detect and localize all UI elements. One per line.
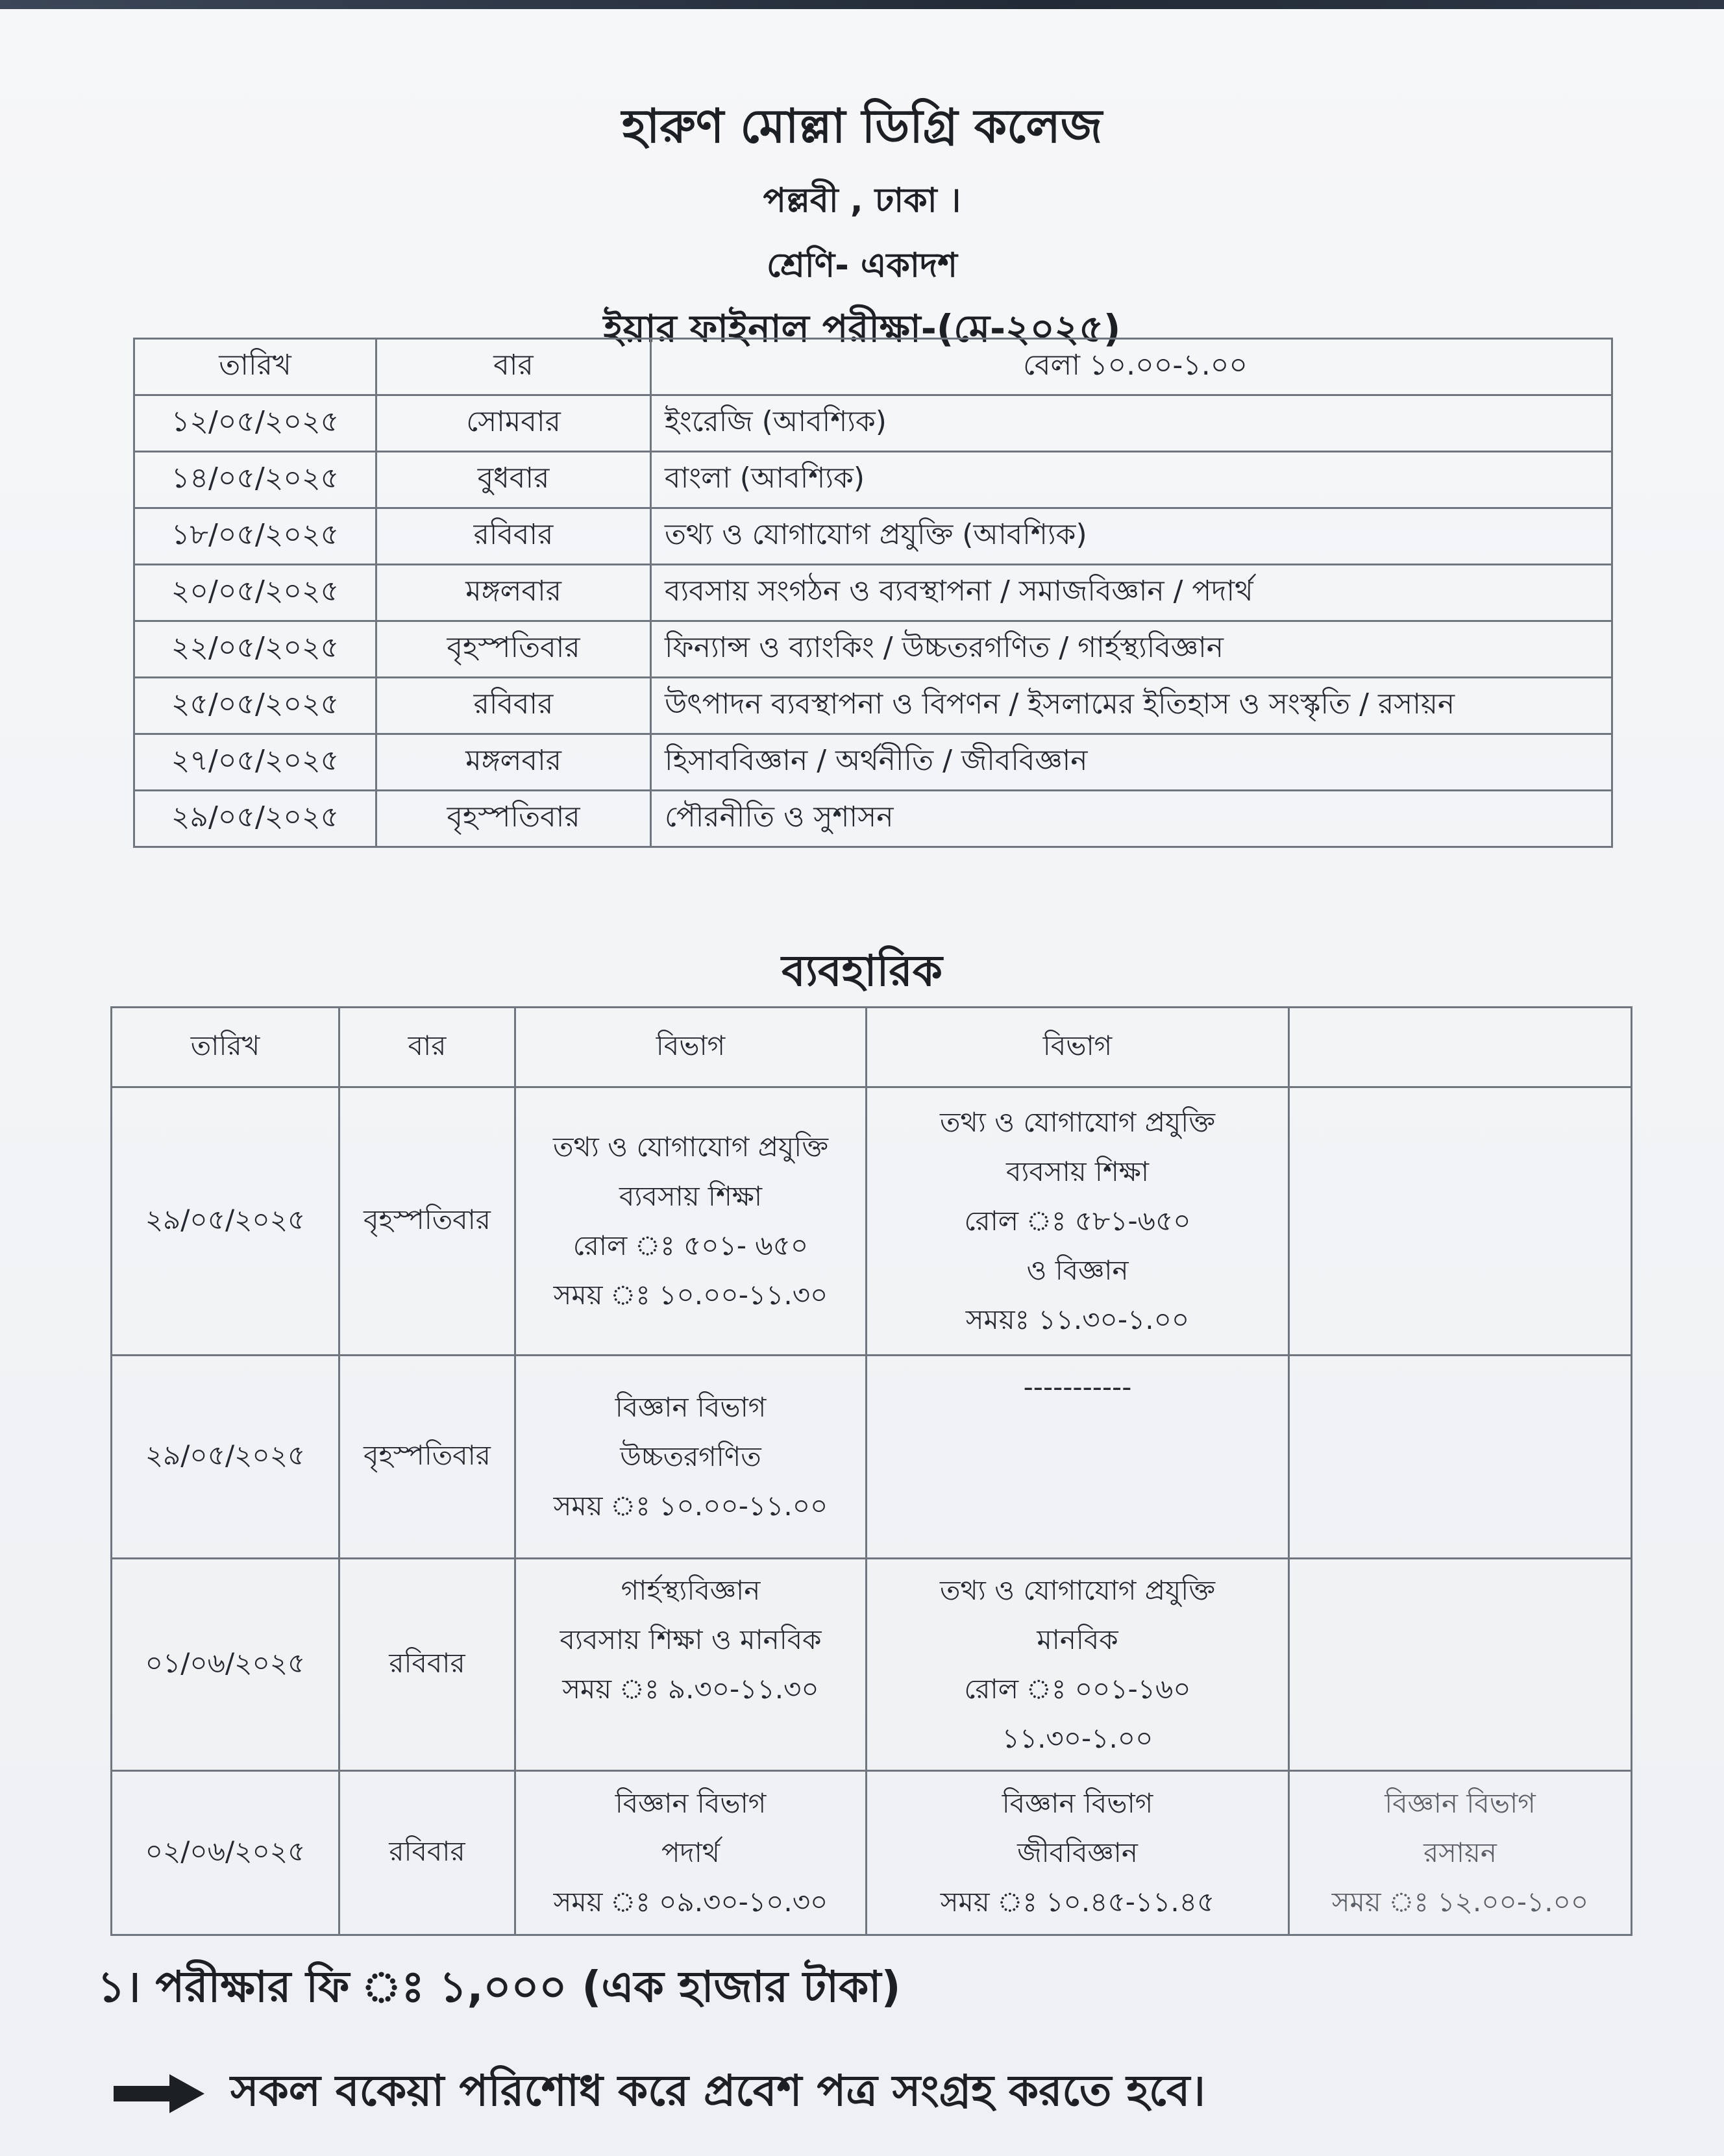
date-cell: ২২/০৫/২০২৫ — [134, 621, 376, 678]
day-cell: মঙ্গলবার — [376, 565, 651, 621]
date-cell: ১৮/০৫/২০২৫ — [134, 508, 376, 565]
cell-line: ১১.৩০-১.০০ — [1002, 1722, 1153, 1754]
cell-line: তথ্য ও যোগাযোগ প্রযুক্তি — [552, 1131, 829, 1163]
day-cell: রবিবার — [376, 678, 651, 734]
cell-line: সময়ঃ ১১.৩০-১.০০ — [965, 1304, 1190, 1335]
cell-line: রোল ঃ ৫৮১-৬৫০ — [964, 1205, 1191, 1237]
date-cell: ০২/০৬/২০২৫ — [112, 1771, 339, 1935]
table-row — [112, 1559, 1632, 1771]
th-date: তারিখ — [112, 1008, 339, 1087]
th-dept-2: বিভাগ — [867, 1008, 1289, 1087]
table-row — [112, 1771, 1632, 1935]
dues-text: সকল বকেয়া পরিশোধ করে প্রবেশ পত্র সংগ্রহ করতে হবে। — [230, 2066, 1205, 2116]
cell-line: সময় ঃ ১০.০০-১১.৩০ — [553, 1279, 828, 1311]
arrow-right-icon — [114, 2074, 204, 2113]
cell-line: সময় ঃ ০৯.৩০-১০.৩০ — [553, 1886, 828, 1918]
cell-line: জীববিজ্ঞান — [1017, 1837, 1138, 1868]
cell-line: তথ্য ও যোগাযোগ প্রযুক্তি — [939, 1106, 1216, 1138]
cell-line: মানবিক — [1037, 1624, 1118, 1655]
cell-line: পদার্থ — [661, 1837, 720, 1868]
date-cell: ২৯/০৫/২০২৫ — [112, 1356, 339, 1559]
cell-line: ব্যবসায় শিক্ষা — [619, 1180, 763, 1212]
day-cell: রবিবার — [339, 1771, 515, 1935]
day-cell: বৃহস্পতিবার — [339, 1087, 515, 1356]
dept-3-cell — [1289, 1771, 1632, 1935]
dept-2-cell — [867, 1356, 1289, 1559]
cell-line: রসায়ন — [1423, 1837, 1497, 1868]
table-row — [134, 678, 1612, 734]
practical-header-row — [112, 1008, 1632, 1087]
cell-line: সময় ঃ ৯.৩০-১১.৩০ — [562, 1673, 819, 1705]
date-cell: ২৯/০৫/২০২৫ — [134, 791, 376, 847]
dept-3-cell — [1289, 1559, 1632, 1771]
cell-line: রোল ঃ ০০১-১৬০ — [964, 1673, 1191, 1705]
cell-line: বিজ্ঞান বিভাগ — [1002, 1787, 1153, 1819]
th-day: বার — [376, 339, 651, 395]
day-cell: মঙ্গলবার — [376, 734, 651, 791]
table-row — [134, 734, 1612, 791]
cell-line: সময় ঃ ১০.৪৫-১১.৪৫ — [940, 1886, 1215, 1918]
cell-line: তথ্য ও যোগাযোগ প্রযুক্তি — [939, 1574, 1216, 1606]
cell-line: ব্যবসায় শিক্ষা ও মানবিক — [560, 1624, 822, 1655]
cell-line: সময় ঃ ১০.০০-১১.০০ — [553, 1490, 828, 1522]
cell-line: ----------- — [1023, 1371, 1132, 1403]
table-row — [134, 395, 1612, 452]
dept-2-cell — [867, 1087, 1289, 1356]
day-cell: বৃহস্পতিবার — [339, 1356, 515, 1559]
table-row — [134, 621, 1612, 678]
class-label: শ্রেণি- একাদশ — [766, 246, 957, 285]
cell-line: সময় ঃ ১২.০০-১.০০ — [1331, 1886, 1589, 1918]
day-cell: বৃহস্পতিবার — [376, 791, 651, 847]
subject-cell: উৎপাদন ব্যবস্থাপনা ও বিপণন / ইসলামের ইতিহাস ও সংস্কৃতি / রসায়ন — [651, 678, 1612, 734]
cell-line: রোল ঃ ৫০১- ৬৫০ — [573, 1230, 809, 1261]
dept-1-cell — [515, 1087, 867, 1356]
th-dept-1: বিভাগ — [515, 1008, 867, 1087]
subject-cell: বাংলা (আবশ্যিক) — [651, 452, 1612, 508]
dept-1-cell — [515, 1356, 867, 1559]
subject-cell: ফিন্যান্স ও ব্যাংকিং / উচ্চতরগণিত / গার্হস্থ্যবিজ্ঞান — [651, 621, 1612, 678]
date-cell: ২০/০৫/২০২৫ — [134, 565, 376, 621]
day-cell: রবিবার — [376, 508, 651, 565]
table-row — [134, 452, 1612, 508]
subject-cell: হিসাববিজ্ঞান / অর্থনীতি / জীববিজ্ঞান — [651, 734, 1612, 791]
subject-cell: ইংরেজি (আবশ্যিক) — [651, 395, 1612, 452]
table-row — [134, 791, 1612, 847]
table-row — [112, 1356, 1632, 1559]
dept-3-cell — [1289, 1356, 1632, 1559]
table-row — [134, 565, 1612, 621]
date-cell: ১২/০৫/২০২৫ — [134, 395, 376, 452]
table-row — [134, 508, 1612, 565]
day-cell: রবিবার — [339, 1559, 515, 1771]
th-date: তারিখ — [134, 339, 376, 395]
dues-note — [114, 2058, 1205, 2129]
day-cell: সোমবার — [376, 395, 651, 452]
cell-line: গার্হস্থ্যবিজ্ঞান — [621, 1574, 761, 1606]
practical-schedule-table — [110, 1006, 1632, 1936]
cell-line: ব্যবসায় শিক্ষা — [1005, 1156, 1150, 1187]
date-cell: ২৯/০৫/২০২৫ — [112, 1087, 339, 1356]
cell-line: উচ্চতরগণিত — [620, 1441, 761, 1472]
cell-line: বিজ্ঞান বিভাগ — [615, 1787, 767, 1819]
theory-header-row — [134, 339, 1612, 395]
subject-cell: ব্যবসায় সংগঠন ও ব্যবস্থাপনা / সমাজবিজ্ঞান / পদার্থ — [651, 565, 1612, 621]
dept-1-cell — [515, 1559, 867, 1771]
dept-1-cell — [515, 1771, 867, 1935]
exam-title: ইয়ার ফাইনাল পরীক্ষা-(মে-২০২৫) — [603, 306, 1121, 351]
cell-line: বিজ্ঞান বিভাগ — [1385, 1787, 1536, 1819]
theory-schedule-table — [133, 338, 1613, 848]
subject-cell: পৌরনীতি ও সুশাসন — [651, 791, 1612, 847]
date-cell: ২৫/০৫/২০২৫ — [134, 678, 376, 734]
th-time: বেলা ১০.০০-১.০০ — [651, 339, 1612, 395]
college-location: পল্লবী , ঢাকা । — [763, 181, 961, 220]
date-cell: ১৪/০৫/২০২৫ — [134, 452, 376, 508]
table-row — [112, 1087, 1632, 1356]
dept-3-cell — [1289, 1087, 1632, 1356]
top-edge — [0, 0, 1724, 9]
dept-2-cell — [867, 1559, 1289, 1771]
college-name: হারুণ মোল্লা ডিগ্রি কলেজ — [621, 99, 1103, 153]
th-day: বার — [339, 1008, 515, 1087]
exam-fee-note: ১। পরীক্ষার ফি ঃ ১,০০০ (এক হাজার টাকা) — [97, 1962, 901, 2012]
day-cell: বৃহস্পতিবার — [376, 621, 651, 678]
dept-2-cell — [867, 1771, 1289, 1935]
practical-title: ব্যবহারিক — [782, 946, 942, 996]
day-cell: বুধবার — [376, 452, 651, 508]
th-dept-3 — [1289, 1008, 1632, 1087]
cell-line: ও বিজ্ঞান — [1026, 1254, 1129, 1286]
date-cell: ২৭/০৫/২০২৫ — [134, 734, 376, 791]
subject-cell: তথ্য ও যোগাযোগ প্রযুক্তি (আবশ্যিক) — [651, 508, 1612, 565]
cell-line: বিজ্ঞান বিভাগ — [615, 1391, 767, 1423]
date-cell: ০১/০৬/২০২৫ — [112, 1559, 339, 1771]
